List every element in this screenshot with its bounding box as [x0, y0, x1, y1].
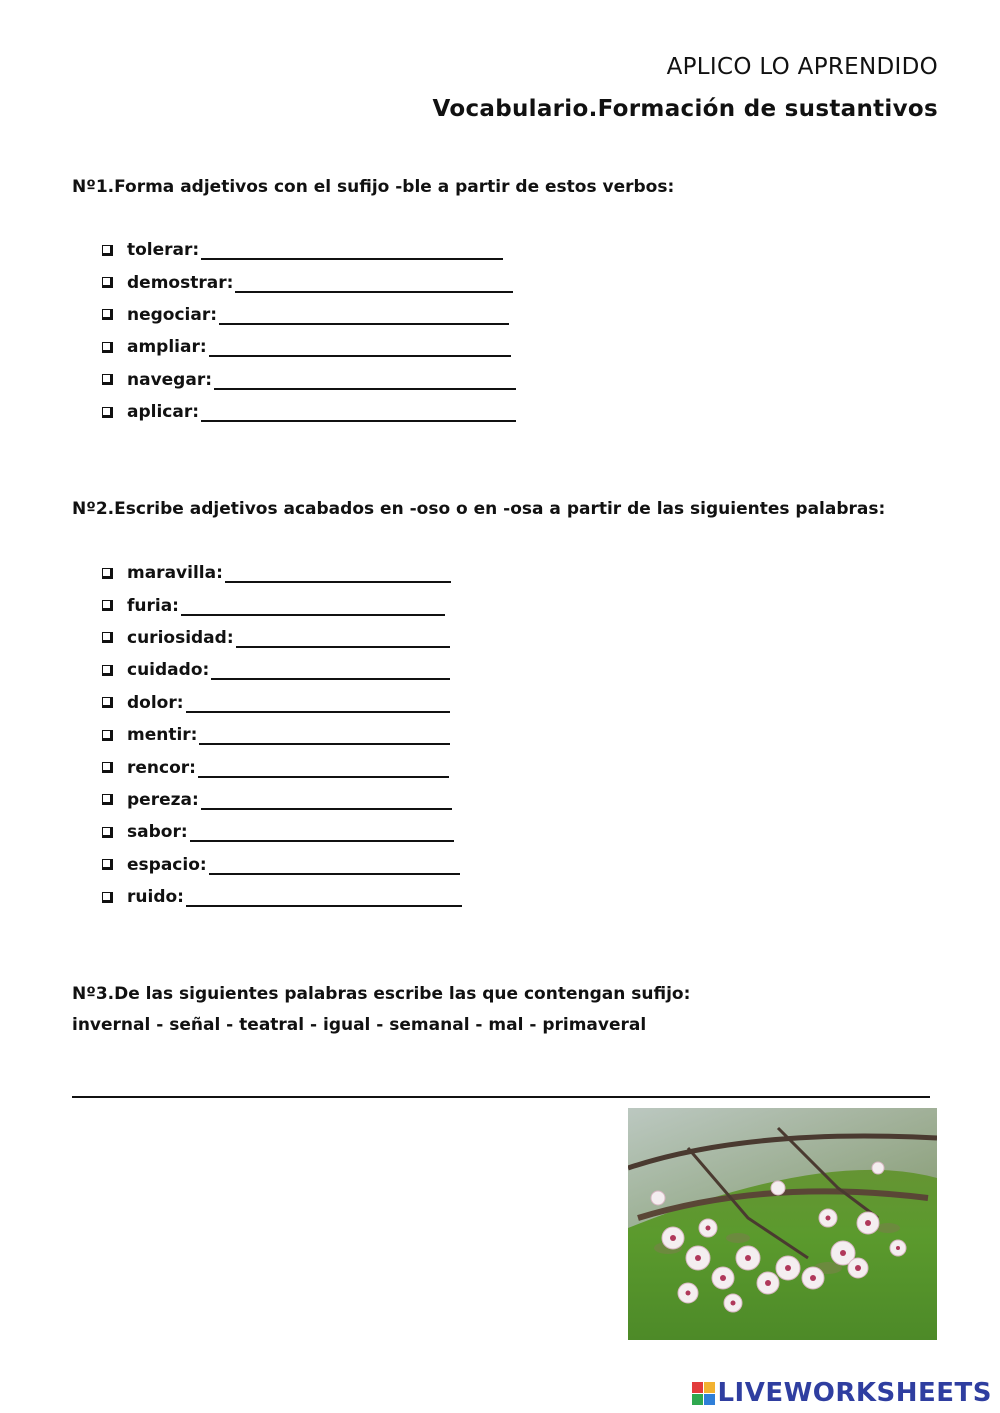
answer-blank[interactable]	[236, 628, 450, 648]
list-item	[102, 719, 462, 751]
answer-blank[interactable]	[214, 370, 516, 390]
answer-blank[interactable]	[219, 305, 509, 325]
item-label: maravilla:	[127, 563, 223, 584]
exercise-3-prompt: Nº3.De las siguientes palabras escribe las que contengan sufijo:	[72, 984, 691, 1004]
item-label: mentir:	[127, 725, 198, 746]
checkbox-icon	[102, 730, 113, 741]
answer-blank[interactable]	[186, 693, 450, 713]
checkbox-icon	[102, 568, 113, 579]
list-item	[102, 266, 516, 298]
list-item	[102, 881, 462, 913]
item-label: tolerar:	[127, 240, 200, 261]
answer-blank[interactable]	[201, 240, 503, 260]
checkbox-icon	[102, 794, 113, 805]
list-item	[102, 364, 516, 396]
worksheet-subtitle: Vocabulario.Formación de sustantivos	[432, 96, 938, 122]
list-item	[102, 816, 462, 848]
item-label: aplicar:	[127, 402, 200, 423]
list-item	[102, 687, 462, 719]
almond-blossom-photo	[628, 1108, 937, 1340]
item-label: espacio:	[127, 854, 207, 875]
checkbox-icon	[102, 892, 113, 903]
exercise-3-words: invernal - señal - teatral - igual - semanal - mal - primaveral	[72, 1015, 647, 1035]
checkbox-icon	[102, 600, 113, 611]
answer-blank[interactable]	[211, 660, 450, 680]
answer-blank[interactable]	[209, 337, 511, 357]
list-item	[102, 849, 462, 881]
list-item	[102, 234, 516, 266]
answer-blank[interactable]	[209, 855, 460, 875]
item-label: navegar:	[127, 369, 213, 390]
logo-text: LIVEWORKSHEETS	[717, 1378, 992, 1408]
checkbox-icon	[102, 309, 113, 320]
list-item	[102, 784, 462, 816]
checkbox-icon	[102, 859, 113, 870]
answer-blank[interactable]	[225, 563, 451, 583]
worksheet-title: APLICO LO APRENDIDO	[666, 54, 938, 80]
answer-blank[interactable]	[199, 725, 450, 745]
checkbox-icon	[102, 632, 113, 643]
checkbox-icon	[102, 407, 113, 418]
answer-blank[interactable]	[201, 402, 516, 422]
liveworksheets-logo	[692, 1378, 992, 1408]
item-label: ruido:	[127, 887, 184, 908]
item-label: pereza:	[127, 789, 199, 810]
item-label: rencor:	[127, 757, 196, 778]
answer-blank[interactable]	[190, 822, 454, 842]
checkbox-icon	[102, 245, 113, 256]
exercise-2-list	[102, 557, 462, 913]
list-item	[102, 396, 516, 428]
item-label: dolor:	[127, 692, 184, 713]
logo-mark-icon	[692, 1382, 715, 1405]
item-label: curiosidad:	[127, 627, 234, 648]
checkbox-icon	[102, 665, 113, 676]
list-item	[102, 557, 462, 589]
exercise-3-answer-line[interactable]	[72, 1096, 930, 1098]
answer-blank[interactable]	[235, 273, 513, 293]
checkbox-icon	[102, 827, 113, 838]
answer-blank[interactable]	[186, 887, 462, 907]
answer-blank[interactable]	[181, 596, 445, 616]
list-item	[102, 589, 462, 621]
exercise-1-list	[102, 234, 516, 428]
checkbox-icon	[102, 374, 113, 385]
list-item	[102, 751, 462, 783]
answer-blank[interactable]	[198, 758, 449, 778]
item-label: furia:	[127, 595, 179, 616]
exercise-2-prompt: Nº2.Escribe adjetivos acabados en -oso o en -osa a partir de las siguientes palabras:	[72, 499, 886, 519]
item-label: demostrar:	[127, 272, 234, 293]
exercise-1-prompt: Nº1.Forma adjetivos con el sufijo -ble a partir de estos verbos:	[72, 177, 675, 197]
answer-blank[interactable]	[201, 790, 452, 810]
checkbox-icon	[102, 277, 113, 288]
item-label: ampliar:	[127, 337, 207, 358]
list-item	[102, 654, 462, 686]
list-item	[102, 622, 462, 654]
item-label: negociar:	[127, 304, 218, 325]
list-item	[102, 299, 516, 331]
checkbox-icon	[102, 342, 113, 353]
item-label: cuidado:	[127, 660, 210, 681]
item-label: sabor:	[127, 822, 188, 843]
list-item	[102, 331, 516, 363]
checkbox-icon	[102, 697, 113, 708]
checkbox-icon	[102, 762, 113, 773]
